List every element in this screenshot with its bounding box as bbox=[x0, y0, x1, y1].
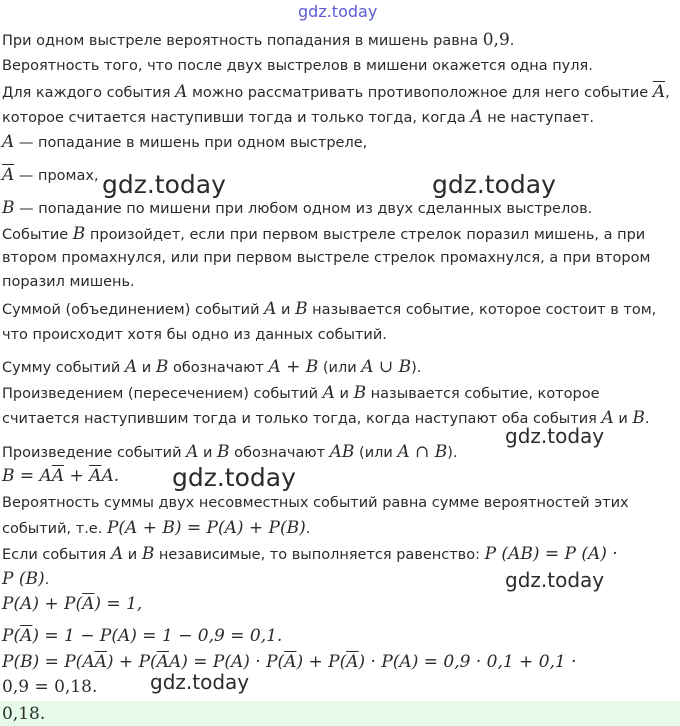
text-line bbox=[2, 299, 656, 319]
text: и bbox=[613, 411, 633, 427]
math-a-bar: $\overline{A}$ bbox=[51, 466, 65, 486]
math: P( bbox=[2, 626, 21, 646]
definition-a-bar bbox=[2, 165, 99, 185]
math-b: B bbox=[72, 224, 86, 244]
text-line bbox=[2, 544, 618, 564]
watermark: gdz.today bbox=[505, 424, 605, 448]
math: ) + P( bbox=[296, 652, 347, 672]
text: — попадание в мишень при одном выстреле, bbox=[14, 135, 368, 151]
math-product: AB bbox=[329, 442, 355, 462]
text: При одном выстреле вероятность попадания в мишень равна bbox=[2, 33, 483, 49]
math-a-bar: $\overline{A}$ bbox=[20, 626, 33, 646]
math-sum-rule: P(A + B) = P(A) + P(B) bbox=[106, 518, 306, 538]
text-line bbox=[2, 518, 310, 538]
text: обозначают bbox=[229, 445, 330, 461]
math: ) = 1 − P(A) = 1 − 0,9 = 0,1. bbox=[32, 626, 283, 646]
text: называется событие, которое bbox=[366, 386, 600, 402]
text: ). bbox=[411, 360, 422, 376]
text-line bbox=[2, 82, 670, 102]
text: . bbox=[305, 521, 311, 537]
text: Суммой (объединением) событий bbox=[2, 302, 265, 318]
text: событий, т.е. bbox=[2, 521, 107, 537]
text: считается наступившим тогда и только тогда, когда наступают оба события bbox=[2, 411, 602, 427]
math: P(A) + P( bbox=[2, 594, 83, 614]
definition-b bbox=[2, 198, 592, 218]
text: . bbox=[644, 411, 650, 427]
text: Событие bbox=[2, 227, 73, 243]
text: и bbox=[334, 386, 354, 402]
text: Для каждого события bbox=[2, 85, 176, 101]
text: обозначают bbox=[168, 360, 269, 376]
watermark: gdz.today bbox=[172, 463, 296, 492]
math-a: A bbox=[2, 132, 15, 152]
math-b: B bbox=[353, 383, 367, 403]
text: произойдет, если при первом выстреле стрелок поразил мишень, а при bbox=[85, 227, 646, 243]
math-a: A bbox=[186, 442, 199, 462]
text: Произведением (пересечением) событий bbox=[2, 386, 323, 402]
text-line: поразил мишень. bbox=[2, 274, 135, 290]
text-line bbox=[2, 224, 645, 244]
text: которое считается наступивши тогда и только тогда, когда bbox=[2, 110, 471, 126]
math: A. bbox=[101, 466, 120, 486]
text-line bbox=[2, 383, 600, 403]
math: ) = 1, bbox=[94, 594, 143, 614]
definition-a bbox=[2, 132, 367, 152]
math-b: B bbox=[217, 442, 230, 462]
math-b: B bbox=[2, 198, 15, 218]
math-a-bar: $\overline{A}$ bbox=[89, 466, 102, 486]
text: независимые, то выполняется равенство: bbox=[154, 547, 485, 563]
formula-b bbox=[2, 466, 119, 486]
text: (или bbox=[318, 360, 362, 376]
text: . bbox=[509, 33, 515, 49]
text: не наступает. bbox=[482, 110, 594, 126]
math-a-bar: $\overline{A}$ bbox=[156, 652, 169, 672]
math-b: B bbox=[155, 357, 169, 377]
math-intersection: A ∩ B bbox=[397, 442, 448, 462]
formula-result: 0,9 = 0,18. bbox=[2, 677, 98, 697]
text: и bbox=[276, 302, 296, 318]
math-a: A bbox=[322, 383, 335, 403]
problem-question: Вероятность того, что после двух выстрелов в мишени окажется одна пуля. bbox=[2, 58, 593, 74]
math-a: A bbox=[264, 299, 277, 319]
text: и bbox=[198, 445, 218, 461]
text: можно рассматривать противоположное для него событие bbox=[187, 85, 653, 101]
formula-p-b bbox=[2, 652, 577, 672]
text-line: Вероятность суммы двух несовместных событий равна сумме вероятностей этих bbox=[2, 495, 629, 511]
math-a-bar: $\overline{A}$ bbox=[652, 82, 666, 102]
watermark: gdz.today bbox=[432, 170, 556, 199]
math-sum: A + B bbox=[268, 357, 319, 377]
text-line bbox=[2, 107, 594, 127]
answer-box bbox=[0, 701, 680, 726]
text: называется событие, которое состоит в том, bbox=[307, 302, 657, 318]
text: и bbox=[123, 547, 142, 563]
math-a-bar: $\overline{A}$ bbox=[284, 652, 297, 672]
text: . bbox=[44, 572, 50, 588]
math-a: A bbox=[110, 544, 124, 564]
math-a: A bbox=[601, 408, 614, 428]
math-product-rule: P (AB) = P (A) · bbox=[484, 544, 618, 564]
math: ) + P( bbox=[106, 652, 157, 672]
math-a: A bbox=[470, 107, 483, 127]
math: ) · P(A) = 0,9 · 0,1 + 0,1 · bbox=[358, 652, 577, 672]
math-b: B bbox=[141, 544, 155, 564]
math-a-bar: $\overline{A}$ bbox=[346, 652, 359, 672]
math-a: A bbox=[124, 357, 138, 377]
text: Сумму событий bbox=[2, 360, 125, 376]
text: — промах, bbox=[14, 168, 99, 184]
math-a-bar: $\overline{A}$ bbox=[94, 652, 107, 672]
text: ). bbox=[447, 445, 458, 461]
math: + bbox=[64, 466, 90, 486]
math-b: B bbox=[632, 408, 645, 428]
math-union: A ∪ B bbox=[361, 357, 412, 377]
text-line: втором промахнулся, или при первом выстреле стрелок промахнулся, а при втором bbox=[2, 250, 651, 266]
text: (или bbox=[354, 445, 398, 461]
math-a-bar: $\overline{A}$ bbox=[2, 165, 15, 185]
text: Если события bbox=[2, 547, 111, 563]
formula-p-a-bar bbox=[2, 626, 282, 646]
watermark: gdz.today bbox=[102, 170, 226, 199]
math: P(B) = P(A bbox=[2, 652, 95, 672]
text-line bbox=[2, 442, 458, 462]
text-line bbox=[2, 569, 49, 589]
text: , bbox=[665, 85, 670, 101]
text: — попадание по мишени при любом одном из двух сделанных выстрелов. bbox=[14, 201, 593, 217]
formula-complement bbox=[2, 594, 142, 614]
answer: 0,18. bbox=[2, 704, 46, 724]
math: P (B) bbox=[2, 569, 45, 589]
text-line: что происходит хотя бы одно из данных событий. bbox=[2, 327, 387, 343]
math-a-bar: $\overline{A}$ bbox=[82, 594, 95, 614]
math-b: B bbox=[295, 299, 308, 319]
text: Произведение событий bbox=[2, 445, 187, 461]
watermark: gdz.today bbox=[505, 568, 605, 592]
text-line bbox=[2, 357, 421, 377]
probability-value: 0,9 bbox=[482, 30, 510, 50]
problem-statement bbox=[2, 30, 514, 50]
text: и bbox=[137, 360, 156, 376]
watermark: gdz.today bbox=[150, 670, 250, 694]
math-a: A bbox=[175, 82, 188, 102]
watermark-top: gdz.today bbox=[298, 2, 378, 21]
math: A) = P(A) · P( bbox=[168, 652, 285, 672]
math: B = A bbox=[2, 466, 52, 486]
